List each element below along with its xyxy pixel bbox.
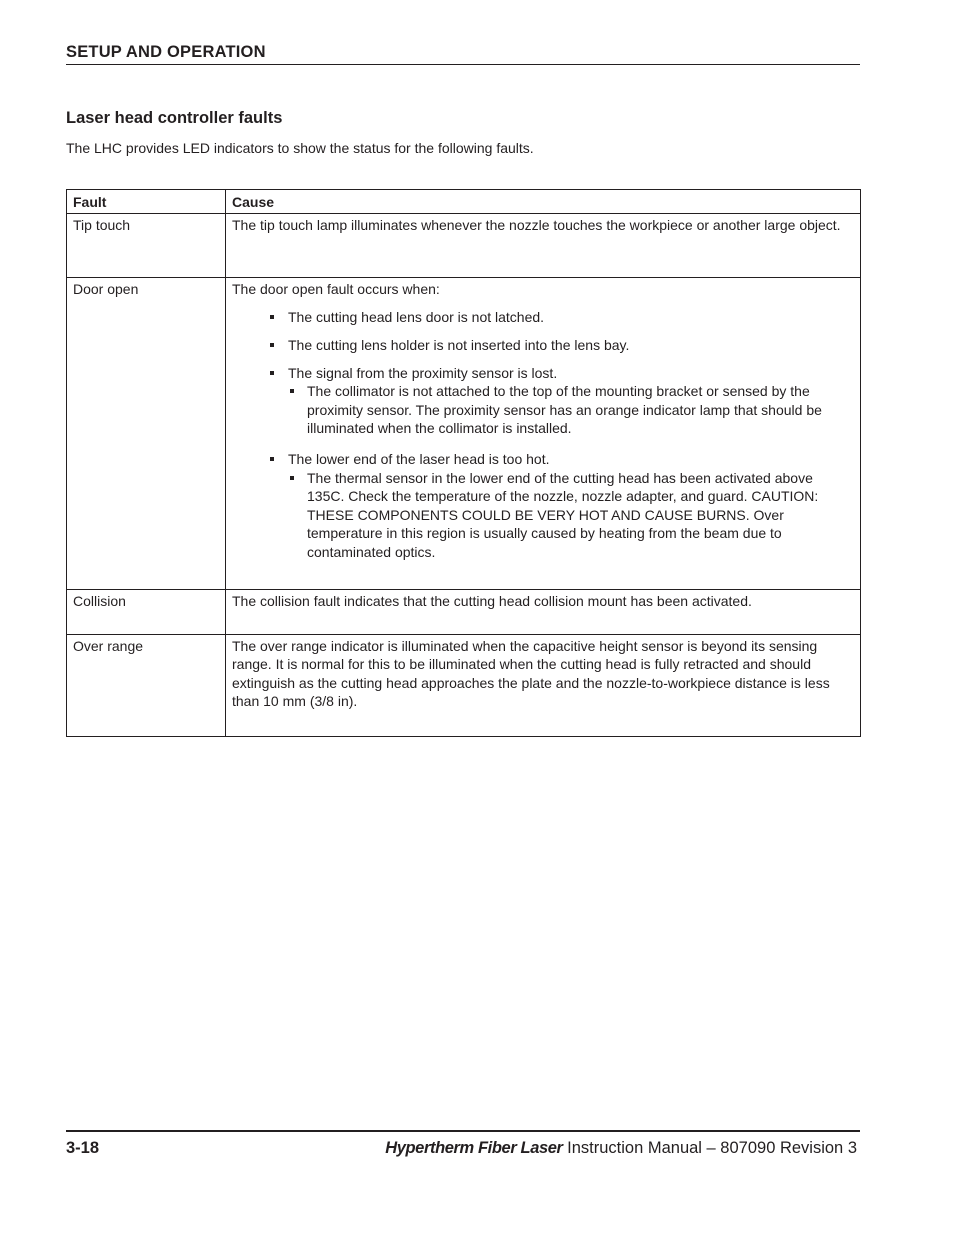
fault-cell: Over range <box>67 634 226 736</box>
product-name: Hypertherm Fiber Laser <box>385 1139 563 1157</box>
column-header-fault: Fault <box>67 190 226 214</box>
page-heading: Laser head controller faults <box>66 109 283 127</box>
bullet-item <box>232 336 854 355</box>
page-number: 3-18 <box>66 1139 100 1157</box>
table-row <box>67 589 861 634</box>
table-row <box>67 277 861 589</box>
table-row <box>67 634 861 736</box>
sub-bullet-list <box>288 382 854 438</box>
faults-table <box>66 189 861 737</box>
sub-bullet-item: The thermal sensor in the lower end of the cutting head has been activated above 135C. Check the temperature of the nozzle, nozzle adapter, and guard. CAUTION: THESE COMPONENTS COULD BE VERY HOT AND CAUSE BURNS. Over temperature in this region is usually caused by heating from the beam due to contaminated optics. <box>288 469 854 562</box>
table-header-row <box>67 190 861 214</box>
cause-cell <box>226 277 861 589</box>
sub-bullet-item: The collimator is not attached to the top of the mounting bracket or sensed by the proximity sensor. The proximity sensor has an orange indicator lamp that should be illuminated when the collimator is installed. <box>288 382 854 438</box>
cause-cell: The over range indicator is illuminated when the capacitive height sensor is beyond its sensing range. It is normal for this to be illuminated when the cutting head is fully retracted and should extinguish as the cutting head approaches the plate and the nozzle-to-workpiece distance is less than 10 mm (3/8 in). <box>226 634 861 736</box>
fault-cell: Tip touch <box>67 213 226 277</box>
sub-bullet-list <box>288 469 854 562</box>
bullet-item <box>232 308 854 327</box>
document-title: Instruction Manual – 807090 Revision 3 <box>562 1139 857 1157</box>
cause-bullet-list <box>232 308 854 562</box>
intro-text: The LHC provides LED indicators to show the status for the following faults. <box>66 140 534 156</box>
fault-cell: Collision <box>67 589 226 634</box>
footer-rule <box>66 1130 860 1132</box>
bullet-text: The cutting head lens door is not latched. <box>288 308 545 325</box>
bullet-item <box>232 364 854 438</box>
header-rule <box>66 64 860 65</box>
footer-title <box>385 1139 857 1158</box>
cause-intro: The door open fault occurs when: <box>232 280 440 297</box>
fault-cell: Door open <box>67 277 226 589</box>
cause-cell: The collision fault indicates that the cutting head collision mount has been activated. <box>226 589 861 634</box>
bullet-text: The signal from the proximity sensor is lost. <box>288 364 558 381</box>
section-title: SETUP AND OPERATION <box>66 43 266 61</box>
bullet-text: The cutting lens holder is not inserted into the lens bay. <box>288 336 630 353</box>
table-row <box>67 213 861 277</box>
bullet-text: The lower end of the laser head is too hot. <box>288 450 550 467</box>
cause-cell: The tip touch lamp illuminates whenever the nozzle touches the workpiece or another large object. <box>226 213 861 277</box>
bullet-item <box>232 450 854 562</box>
column-header-cause: Cause <box>226 190 861 214</box>
